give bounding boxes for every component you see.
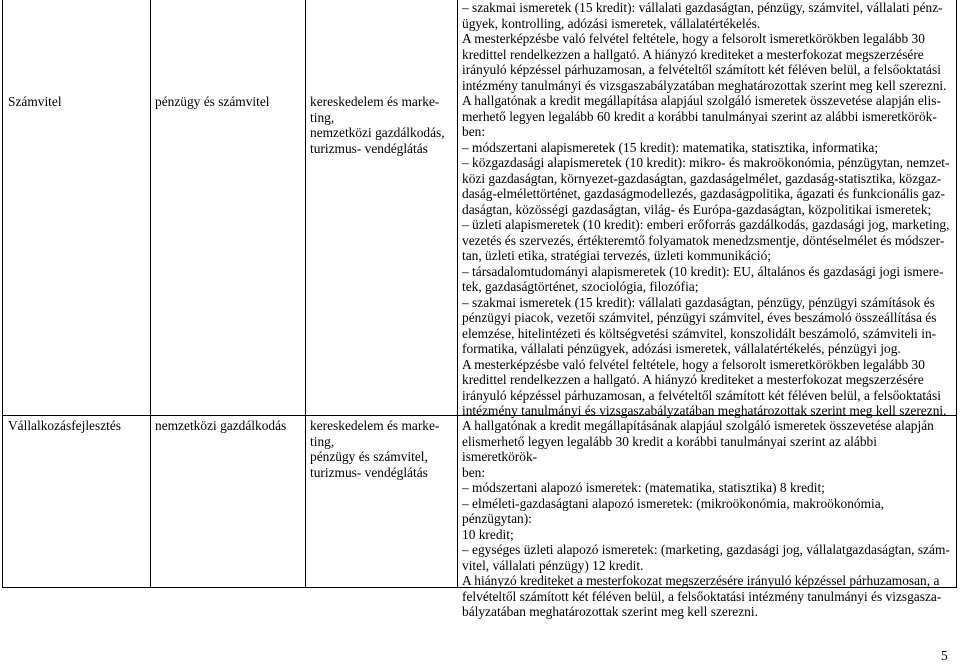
table-cell-related-program <box>155 94 303 110</box>
requirement-line: irányuló képzéssel párhuzamosan, a felvételtől számított két féléven belül, a felsőoktatási <box>462 387 941 403</box>
requirement-line: – szakmai ismeretek (15 kredit): vállalati gazdaságtan, pénzügy, számvitel, vállalati pénz- <box>462 0 943 15</box>
requirement-line: – szakmai ismeretek (15 kredit): vállalati gazdaságtan, pénzügy, pénzügyi számítások és <box>462 294 935 310</box>
requirement-line: 10 kredit; <box>462 526 514 542</box>
requirement-line: merhető legyen legalább 60 kredit a korábbi tanulmányai szerint az alábbi ismeretkörök- <box>462 108 937 124</box>
requirement-line: – egységes üzleti alapozó ismeretek: (marketing, gazdasági jog, vállalatgazdaságtan, szám- <box>462 542 950 557</box>
other-program-line: nemzetközi gazdálkodás, <box>310 125 445 140</box>
other-program-line: ting, <box>310 109 335 125</box>
table-cell-specialization <box>8 418 148 434</box>
table-cell-related-program <box>155 418 303 434</box>
specialization-name: Számvitel <box>8 94 62 109</box>
column-divider <box>150 0 151 587</box>
requirement-line: intézmény tanulmányi és vizsgaszabályzatában meghatározottak szerint meg kell szerezni. <box>462 77 947 93</box>
requirement-line: kredittel rendelkezzen a hallgató. A hiányzó krediteket a mesterfokozat megszerzésére <box>462 372 924 387</box>
requirement-line: ben: <box>462 464 486 480</box>
table-cell-other-programs <box>310 418 455 480</box>
requirement-line: ben: <box>462 124 486 139</box>
other-program-line: turizmus- vendéglátás <box>310 464 428 480</box>
other-program-line: ting, <box>310 433 335 449</box>
requirement-line: – módszertani alapozó ismeretek: (matematika, statisztika) 8 kredit; <box>462 480 825 495</box>
requirement-line: – üzleti alapismeretek (10 kredit): emberi erőforrás gazdálkodás, gazdasági jog, marketing, <box>462 217 950 232</box>
requirement-line: bályzatában meghatározottak szerint meg kell szerezni. <box>462 604 758 619</box>
other-program-line: turizmus- vendéglátás <box>310 140 428 156</box>
column-divider <box>457 0 458 587</box>
requirement-line: pénzügyi piacok, vezetői számvitel, pénzügyi számvitel, éves beszámoló összeállítása és <box>462 310 937 325</box>
requirement-line: ügyek, kontrolling, adózási ismeretek, vállalatértékelés. <box>462 15 761 31</box>
requirement-line: kredittel rendelkezzen a hallgató. A hiányzó krediteket a mesterfokozat megszerzésére <box>462 46 924 62</box>
requirement-line: irányuló képzéssel párhuzamosan, a felvételtől számított két féléven belül, a felsőoktatási <box>462 62 941 77</box>
requirement-line: – módszertani alapismeretek (15 kredit): matematika, statisztika, informatika; <box>462 139 879 155</box>
requirement-line: daság-elmélettörténet, gazdaságmodellezés, gazdaságpolitika, ágazati és funkcionális gaz- <box>462 186 945 201</box>
requirement-line: A mesterképzésbe való felvétel feltétele, hogy a felsorolt ismeretkörökben legalább 30 <box>462 31 925 46</box>
page-number: 5 <box>941 648 948 663</box>
table-cell-requirements <box>462 418 954 620</box>
requirement-line: – elméleti-gazdaságtani alapozó ismeretek: (mikroökonómia, makroökonómia, pénzügytan): <box>462 495 885 526</box>
requirement-line: elismerhető legyen legalább 30 kredit a korábbi tanulmányai szerint az alábbi ismeretkörök- <box>462 433 877 464</box>
requirement-line: A hallgatónak a kredit megállapítása alapjául szolgáló ismeretek összevetése alapján elis- <box>462 93 941 108</box>
requirement-line: vitel, vállalati pénzügy) 12 kredit. <box>462 557 644 573</box>
requirement-line: tan, üzleti etika, stratégiai tervezés, üzleti kommunikáció; <box>462 248 771 263</box>
requirement-line: felvételtől számított két féléven belül, a felsőoktatási intézmény tanulmányi és vizsgasza- <box>462 588 942 604</box>
table-cell-specialization <box>8 94 148 110</box>
programs-table <box>2 0 957 619</box>
requirement-line: – közgazdasági alapismeretek (10 kredit): mikro- és makroökonómia, pénzügytan, nemzet- <box>462 155 950 170</box>
requirement-line: elemzése, hitelintézeti és költségvetési számvitel, konszolidált beszámoló, számviteli in- <box>462 325 937 341</box>
other-program-line: kereskedelem és marke- <box>310 94 440 109</box>
requirement-line: A hallgatónak a kredit megállapításának alapjául szolgáló ismeretek összevetése alapján <box>462 418 934 433</box>
specialization-name: Vállalkozásfejlesztés <box>8 418 122 433</box>
other-program-line: pénzügy és számvitel, <box>310 449 428 464</box>
requirement-line: A hiányzó krediteket a mesterfokozat megszerzésére irányuló képzéssel párhuzamosan, a <box>462 573 940 588</box>
table-cell-requirements <box>462 0 954 419</box>
requirement-line: vezetés és szervezés, értékteremtő folyamatok menedzsmentje, döntéselmélet és módszer- <box>462 232 945 248</box>
requirement-line: – társadalomtudományi alapismeretek (10 kredit): EU, általános és gazdasági jogi ismere- <box>462 263 944 279</box>
requirement-line: daságtan, közösségi gazdaságtan, világ- és Európa-gazdaságtan, közpolitikai ismeretek; <box>462 201 932 217</box>
column-divider <box>305 0 306 587</box>
other-program-line: kereskedelem és marke- <box>310 418 440 433</box>
related-program: nemzetközi gazdálkodás <box>155 418 287 433</box>
requirement-line: formatika, vállalati pénzügyek, adózási ismeretek, vállalatértékelés, pénzügyi jog. <box>462 341 901 356</box>
table-cell-other-programs <box>310 94 455 156</box>
requirement-line: közi gazdaságtan, környezet-gazdaságtan, gazdaságelmélet, gazdaság-statisztika, közgaz- <box>462 170 942 186</box>
requirement-line: intézmény tanulmányi és vizsgaszabályzatában meghatározottak szerint meg kell szerezni. <box>462 403 947 418</box>
requirement-line: tek, gazdaságtörténet, szociológia, filozófia; <box>462 279 699 294</box>
related-program: pénzügy és számvitel <box>155 94 270 109</box>
requirement-line: A mesterképzésbe való felvétel feltétele, hogy a felsorolt ismeretkörökben legalább 30 <box>462 356 925 372</box>
